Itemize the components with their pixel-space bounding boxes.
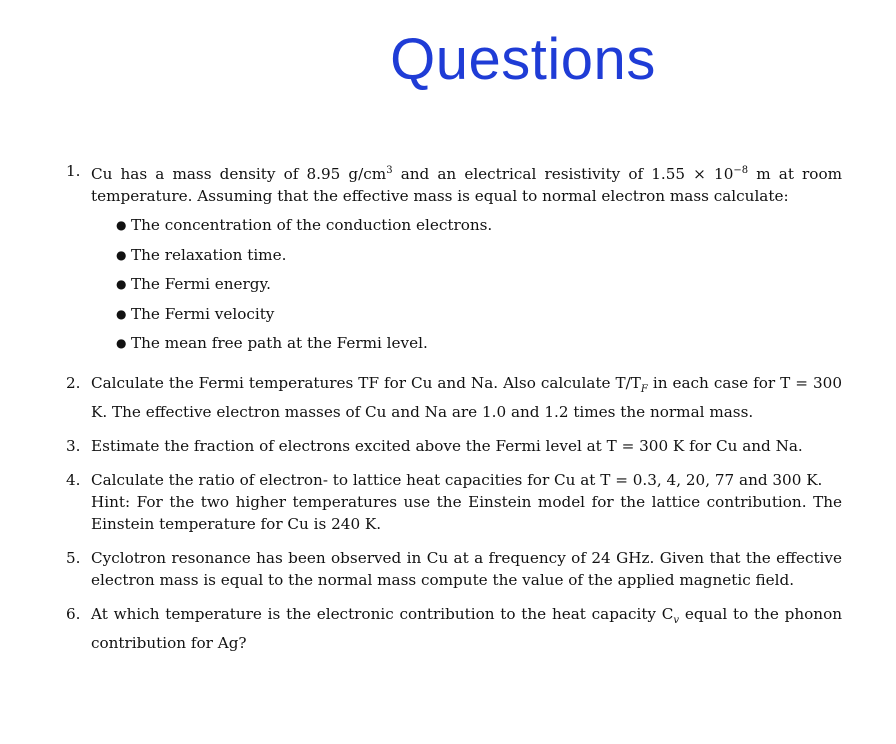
bullet-list: [91, 214, 842, 362]
question-text: Cu has a mass density of 8.95 $g/cm^3$ and an electrical resistivity of $1.55 \times 10^{-8}$ m at room temperature. Assuming that the effective mass is equal to normal electron mass calculate:: [91, 165, 842, 206]
question-hint: Hint: For the two higher temperatures use the Einstein model for the lattice contribution. The Einstein temperature for Cu is 240 K.: [91, 492, 842, 533]
list-item: ● The Fermi energy.: [116, 275, 271, 294]
question-number: 5.: [66, 548, 81, 567]
question-2: [66, 372, 842, 423]
question-3: [66, 435, 842, 457]
question-number: 6.: [66, 604, 81, 623]
question-text: Calculate the ratio of electron- to lattice heat capacities for Cu at T = 0.3, 4, 20, 77 and 300 K.: [91, 470, 823, 489]
list-item: ● The mean free path at the Fermi level.: [116, 334, 428, 353]
question-6: [66, 603, 842, 654]
question-text: At which temperature is the electronic contribution to the heat capacity $C_v$ equal to the phonon contribution for Ag?: [91, 604, 842, 652]
bullet-icon: ●: [116, 306, 127, 321]
question-number: 3.: [66, 436, 81, 455]
list-item: ● The relaxation time.: [116, 245, 287, 264]
question-text: Estimate the fraction of electrons excited above the Fermi level at T = 300 K for Cu and Na.: [91, 436, 803, 455]
question-4: [66, 469, 842, 535]
bullet-icon: ●: [116, 218, 127, 233]
question-text: Calculate the Fermi temperatures TF for Cu and Na. Also calculate $T/T_F$ in each case for T = 300 K. The effective electron masses of Cu and Na are 1.0 and 1.2 times the normal mass.: [91, 373, 842, 421]
list-item: ● The concentration of the conduction electrons.: [116, 216, 493, 235]
page-title: Questions: [390, 27, 656, 92]
question-1: [66, 160, 842, 362]
list-item: ● The Fermi velocity: [116, 304, 275, 323]
question-text: Cyclotron resonance has been observed in Cu at a frequency of 24 GHz. Given that the effective electron mass is equal to the normal mass compute the value of the applied magnetic field.: [91, 548, 842, 589]
question-number: 2.: [66, 373, 81, 392]
bullet-icon: ●: [116, 277, 127, 292]
question-number: 1.: [66, 162, 81, 180]
question-number: 4.: [66, 470, 81, 489]
bullet-icon: ●: [116, 336, 127, 351]
question-5: [66, 547, 842, 591]
bullet-icon: ●: [116, 247, 127, 262]
question-list: [66, 160, 842, 654]
